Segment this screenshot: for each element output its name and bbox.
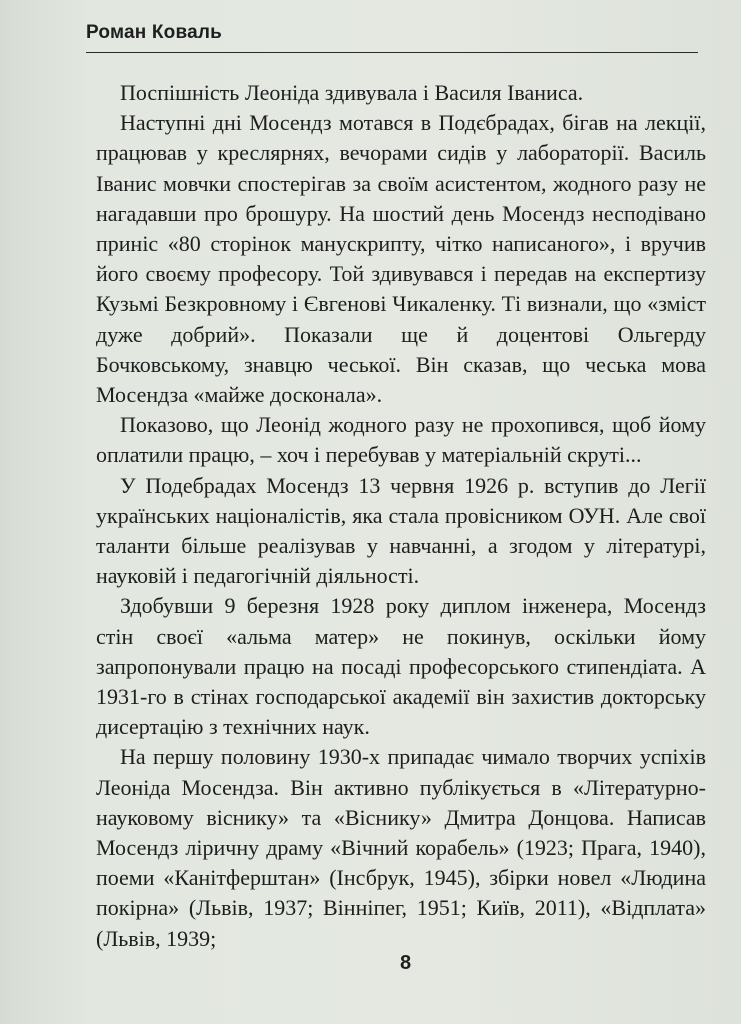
paragraph: На першу половину 1930-х припадає чимало творчих успіхів Леоніда Мосендза. Він активно публікується в «Літературно-науковому віснику» та «Віснику» Дмитра Донцова. Написав Мосендз ліричну драму «Вічний корабель» (1923; Прага, 1940), поеми «Канітферштан» (Інсбрук, 1945), збірки новел «Людина покірна» (Львів, 1937; Вінніпег, 1951; Київ, 2011), «Відплата» (Львів, 1939; — [96, 744, 706, 951]
paragraph: Поспішність Леоніда здивувала і Василя Іваниса. — [120, 80, 584, 105]
paragraph: Здобувши 9 березня 1928 року диплом інженера, Мосендз стін своєї «альма матер» не покинув, оскільки йому запропонували працю на посаді професорського стипендіата. А 1931-го в стінах господарської академії він захистив докторську дисертацію з технічних наук. — [96, 593, 706, 740]
paragraph: У Подебрадах Мосендз 13 червня 1926 р. вступив до Легії українських націоналістів, яка стала провісником ОУН. Але свої таланти більше реалізував у навчанні, а згодом у літературі, науковій і педагогічній діяльності. — [96, 472, 706, 589]
paragraph: Показово, що Леонід жодного разу не прохопився, щоб йому оплатили працю, – хоч і перебував у матеріальній скруті... — [96, 412, 706, 468]
running-header-author: Роман Коваль — [86, 22, 223, 43]
body-text — [96, 78, 706, 954]
paragraph: Наступні дні Мосендз мотався в Подєбрадах, бігав на лекції, працював у креслярнях, вечорами сидів у лабораторії. Василь Іванис мовчки спостерігав за своїм асистентом, жодного разу не нагадавши про брошуру. На шостий день Мосендз несподівано приніс «80 сторінок манускрипту, чітко написаного», і вручив його своєму професору. Той здивувався і передав на експертизу Кузьмі Безкровному і Євгенові Чикаленку. Ті визнали, що «зміст дуже добрий». Показали ще й доцентові Ольгерду Бочковському, знавцю чеської. Він сказав, що чеська мова Мосендза «майже досконала». — [96, 110, 706, 408]
page-number: 8 — [399, 952, 412, 974]
header-rule — [86, 52, 698, 53]
